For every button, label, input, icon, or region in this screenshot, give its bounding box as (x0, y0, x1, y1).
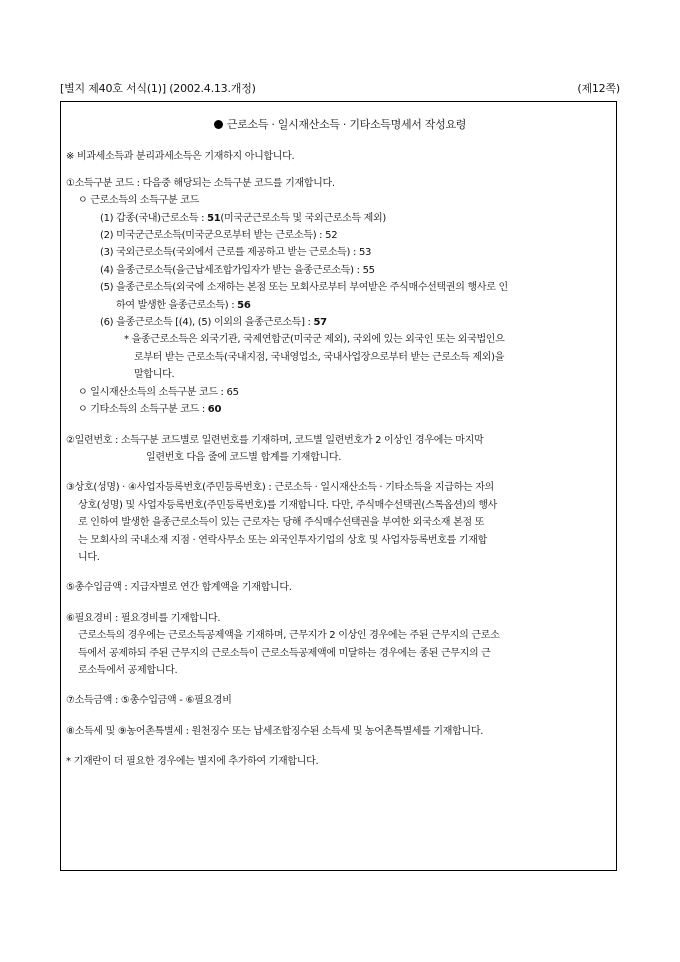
s1-star-line1: * 을종근로소득은 외국기관, 국제연합군(미국군 제외), 국외에 있는 외국인 또는 외국법인으 (124, 334, 505, 346)
bullet-icon (214, 120, 223, 129)
s1-head: ①소득구분 코드 : 다음중 해당되는 소득구분 코드를 기재합니다. (66, 177, 335, 189)
s1-temp-code: ㅇ 일시재산소득의 소득구분 코드 : 65 (78, 386, 239, 398)
code-56: 56 (237, 299, 251, 311)
s1-item-3: (3) 국외근로소득(국외에서 근로를 제공하고 받는 근로소득) : 53 (100, 247, 372, 259)
s1-item-6: (6) 을종근로소득 [(4), (5) 이외의 을종근로소득] : 57 (100, 317, 327, 329)
s6-head: ⑥필요경비 : 필요경비를 기재합니다. (66, 612, 221, 624)
s6-line3: 로소득에서 공제합니다. (78, 664, 178, 676)
s1-item-4: (4) 을종근로소득(을근납세조합가입자가 받는 을종근로소득) : 55 (100, 264, 375, 276)
footnote: * 기재란이 더 필요한 경우에는 별지에 추가하여 기재합니다. (66, 756, 319, 768)
document-title (66, 116, 614, 133)
s1-item-5-line1: (5) 을종근로소득(외국에 소재하는 본점 또는 모회사로부터 부여받은 주식매수선택권의 행사로 인 (100, 282, 508, 294)
s8-line: ⑧소득세 및 ⑨농어촌특별세 : 원천징수 또는 납세조합징수된 소득세 및 농어촌특별세를 기재합니다. (66, 725, 484, 737)
s1-star-line3: 말합니다. (134, 369, 175, 381)
s5-line: ⑤총수입금액 : 지급자별로 연간 합계액을 기재합니다. (66, 582, 292, 594)
form-header-label: [별지 제40호 서식(1)] (2002.4.13.개정) (60, 82, 256, 95)
title-text: 근로소득 · 일시재산소득 · 기타소득명세서 작성요령 (226, 118, 467, 131)
code-51: 51 (207, 212, 221, 224)
s3-line5: 니다. (78, 551, 100, 563)
s1-other-code: ㅇ 기타소득의 소득구분 코드 : 60 (78, 404, 222, 416)
s3-line3: 로 인하여 발생한 을종근로소득이 있는 근로자는 당해 주식매수선택권을 부여한 외국소재 본점 또 (78, 517, 485, 529)
s6-line1: 근로소득의 경우에는 근로소득공제액을 기재하며, 근무지가 2 이상인 경우에는 주된 근무지의 근로소 (78, 630, 500, 642)
s6-line2: 득에서 공제하되 주된 근무지의 근로소득이 근로소득공제액에 미달하는 경우에는 종된 근무지의 근 (78, 647, 491, 659)
s1-sub-title: ㅇ 근로소득의 소득구분 코드 (78, 195, 199, 207)
s1-item-5-line2: 하여 발생한 을종근로소득) : 56 (116, 299, 251, 311)
s3-line4: 는 모회사의 국내소재 지점 · 연락사무소 또는 외국인투자기업의 상호 및 사업자등록번호를 기재합 (78, 534, 487, 546)
document-body (66, 116, 614, 771)
s1-item-1: (1) 갑종(국내)근로소득 : 51(미국군근로소득 및 국외근로소득 제외) (100, 212, 386, 224)
s1-item-2: (2) 미국군근로소득(미국군으로부터 받는 근로소득) : 52 (100, 230, 338, 242)
s1-star-line2: 로부터 받는 근로소득(국내지점, 국내영업소, 국내사업장으로부터 받는 근로소득 제외)을 (134, 351, 505, 363)
s2-line1: ②일련번호 : 소득구분 코드별로 일련번호를 기재하며, 코드별 일련번호가 2 이상인 경우에는 마지막 (66, 434, 484, 446)
s7-line: ⑦소득금액 : ⑤총수입금액 - ⑥필요경비 (66, 695, 232, 707)
s2-line2: 일련번호 다음 줄에 코드별 합계를 기재합니다. (146, 451, 342, 463)
code-60: 60 (207, 404, 222, 416)
s3-line1: ③상호(성명) · ④사업자등록번호(주민등록번호) : 근로소득 · 일시재산소득 · 기타소득을 지급하는 자의 (66, 482, 494, 494)
code-57: 57 (313, 317, 327, 329)
note-nontax: ※ 비과세소득과 분리과세소득은 기재하지 아니합니다. (66, 151, 295, 163)
page-number: (제12쪽) (577, 82, 620, 95)
s3-line2: 상호(성명) 및 사업자등록번호(주민등록번호)를 기재합니다. 다만, 주식매수선택권(스톡옵션)의 행사 (78, 499, 498, 511)
